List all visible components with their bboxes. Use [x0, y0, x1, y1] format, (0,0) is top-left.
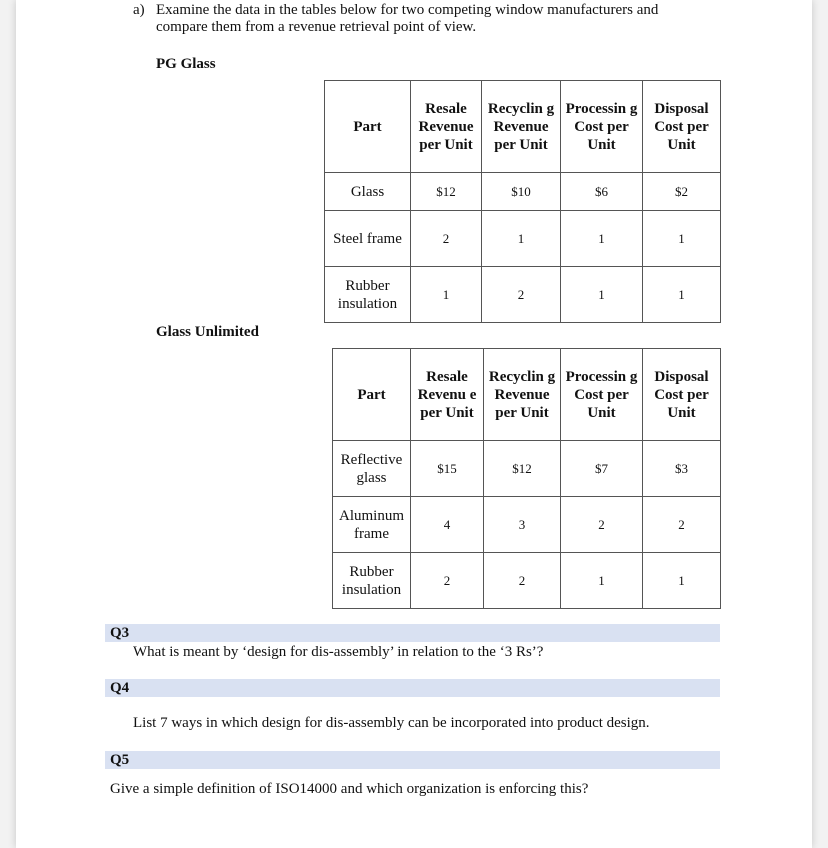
cell-resale: 2 [411, 211, 482, 267]
table-row [325, 211, 721, 267]
cell-part: Aluminum frame [333, 497, 411, 553]
cell-disposal: $2 [643, 173, 721, 211]
table-row [325, 267, 721, 323]
q5-label: Q5 [110, 752, 130, 768]
cell-part: Rubber insulation [333, 553, 411, 609]
table-row [333, 497, 721, 553]
header-processing: Processin g Cost per Unit [561, 349, 643, 441]
cell-disposal: 1 [643, 267, 721, 323]
cell-processing: $7 [561, 441, 643, 497]
intro-line-2: compare them from a revenue retrieval point of view. [156, 19, 477, 35]
intro-letter: a) [133, 2, 145, 18]
q4-text: List 7 ways in which design for dis-assembly can be incorporated into product design. [133, 715, 650, 731]
cell-part: Rubber insulation [325, 267, 411, 323]
header-recycling: Recyclin g Revenue per Unit [482, 81, 561, 173]
q3-label: Q3 [110, 625, 130, 641]
header-disposal: Disposal Cost per Unit [643, 349, 721, 441]
table-row [325, 173, 721, 211]
cell-recycling: 2 [482, 267, 561, 323]
header-part: Part [333, 349, 411, 441]
q5-highlight-bar [105, 751, 720, 769]
cell-processing: $6 [561, 173, 643, 211]
q3-highlight-bar [105, 624, 720, 642]
cell-recycling: 1 [482, 211, 561, 267]
cell-part: Reflective glass [333, 441, 411, 497]
cell-recycling: 2 [484, 553, 561, 609]
header-resale: Resale Revenue per Unit [411, 81, 482, 173]
cell-recycling: $12 [484, 441, 561, 497]
cell-disposal: 1 [643, 553, 721, 609]
table-header-row [325, 81, 721, 173]
header-resale: Resale Revenu e per Unit [411, 349, 484, 441]
cell-recycling: $10 [482, 173, 561, 211]
header-disposal: Disposal Cost per Unit [643, 81, 721, 173]
cell-resale: $12 [411, 173, 482, 211]
q4-highlight-bar [105, 679, 720, 697]
cell-processing: 1 [561, 267, 643, 323]
cell-disposal: $3 [643, 441, 721, 497]
pg-glass-title: PG Glass [156, 56, 216, 72]
table-header-row [333, 349, 721, 441]
header-processing: Processin g Cost per Unit [561, 81, 643, 173]
cell-disposal: 2 [643, 497, 721, 553]
header-part: Part [325, 81, 411, 173]
cell-processing: 1 [561, 553, 643, 609]
cell-resale: 4 [411, 497, 484, 553]
cell-resale: $15 [411, 441, 484, 497]
glass-unlimited-title: Glass Unlimited [156, 324, 259, 340]
question-intro [133, 2, 753, 36]
cell-processing: 2 [561, 497, 643, 553]
cell-resale: 1 [411, 267, 482, 323]
cell-resale: 2 [411, 553, 484, 609]
table-row [333, 553, 721, 609]
intro-line-1: Examine the data in the tables below for two competing window manufacturers and [156, 2, 659, 18]
pg-glass-table [324, 80, 721, 323]
q3-text: What is meant by ‘design for dis-assembly’ in relation to the ‘3 Rs’? [133, 644, 544, 660]
cell-recycling: 3 [484, 497, 561, 553]
q5-text: Give a simple definition of ISO14000 and which organization is enforcing this? [110, 781, 589, 797]
header-recycling: Recyclin g Revenue per Unit [484, 349, 561, 441]
q4-label: Q4 [110, 680, 130, 696]
cell-processing: 1 [561, 211, 643, 267]
cell-disposal: 1 [643, 211, 721, 267]
table-row [333, 441, 721, 497]
glass-unlimited-table [332, 348, 721, 609]
cell-part: Glass [325, 173, 411, 211]
cell-part: Steel frame [325, 211, 411, 267]
